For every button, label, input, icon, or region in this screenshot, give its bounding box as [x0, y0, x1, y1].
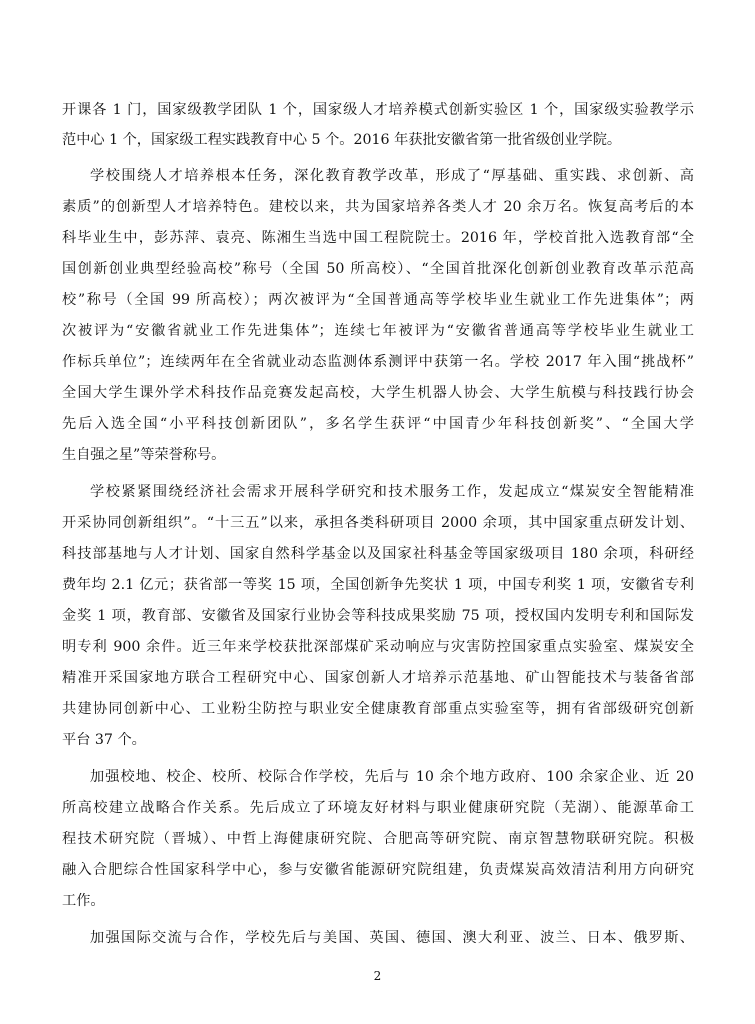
paragraph-line: 程技术研究院（晋城）、中哲上海健康研究院、合肥高等研究院、南京智慧物联研究院。积极: [62, 831, 694, 847]
paragraph-line: 范中心 1 个，国家级工程实践教育中心 5 个。2016 年获批安徽省第一批省级创业学院。: [62, 132, 622, 148]
paragraph-line: 次被评为“安徽省就业工作先进集体”；连续七年被评为“安徽省普通高等学校毕业生就业工: [62, 323, 694, 339]
paragraph-line: 金奖 1 项，教育部、安徽省及国家行业协会等科技成果奖励 75 项，授权国内发明专利和国际发: [62, 608, 694, 624]
paragraph-line: 生自强之星”等荣誉称号。: [62, 447, 226, 463]
paragraph-line: 科技部基地与人才计划、国家自然科学基金以及国家社科基金等国家级项目 180 余项，科研经: [62, 546, 694, 562]
paragraph-line: 作标兵单位”；连续两年在全省就业动态监测体系测评中获第一名。学校 2017 年入围“挑战杯”: [62, 354, 694, 370]
paragraph-line: 科毕业生中，彭苏萍、袁亮、陈湘生当选中国工程院院士。2016 年，学校首批入选教育部“全: [62, 230, 694, 246]
paragraph-line: 平台 37 个。: [62, 732, 146, 748]
paragraph-line: 加强校地、校企、校所、校际合作学校，先后与 10 余个地方政府、100 余家企业、近 20: [90, 769, 694, 785]
paragraph-line: 工作。: [62, 893, 105, 909]
paragraph-line: 费年均 2.1 亿元；获省部一等奖 15 项，全国创新争先奖状 1 项，中国专利奖 1 项，安徽省专利: [62, 577, 694, 593]
paragraph-line: 学校紧紧围绕经济社会需求开展科学研究和技术服务工作，发起成立“煤炭安全智能精准: [90, 484, 694, 500]
page-number: 2: [373, 969, 382, 983]
paragraph-line: 学校围绕人才培养根本任务，深化教育教学改革，形成了“厚基础、重实践、求创新、高: [90, 168, 694, 184]
paragraph-line: 校”称号（全国 99 所高校）；两次被评为“全国普通高等学校毕业生就业工作先进集体”；两: [62, 292, 694, 308]
paragraph-line: 全国大学生课外学术科技作品竞赛发起高校，大学生机器人协会、大学生航模与科技践行协会: [62, 385, 694, 401]
paragraph-line: 共建协同创新中心、工业粉尘防控与职业安全健康教育部重点实验室等，拥有省部级研究创新: [62, 701, 694, 717]
paragraph-line: 素质”的创新型人才培养特色。建校以来，共为国家培养各类人才 20 余万名。恢复高考后的本: [62, 199, 694, 215]
paragraph-line: 先后入选全国“小平科技创新团队”，多名学生获评“中国青少年科技创新奖”、“全国大学: [62, 416, 694, 432]
paragraph-line: 所高校建立战略合作关系。先后成立了环境友好材料与职业健康研究院（芜湖）、能源革命工: [62, 800, 694, 816]
paragraph-line: 明专利 900 余件。近三年来学校获批深部煤矿采动响应与灾害防控国家重点实验室、煤炭安全: [62, 639, 694, 655]
paragraph-line: 加强国际交流与合作，学校先后与美国、英国、德国、澳大利亚、波兰、日本、俄罗斯、: [90, 930, 694, 946]
paragraph-line: 精准开采国家地方联合工程研究中心、国家创新人才培养示范基地、矿山智能技术与装备省部: [62, 670, 694, 686]
paragraph-line: 开采协同创新组织”。“十三五”以来，承担各类科研项目 2000 余项，其中国家重点研发计划、: [62, 515, 694, 531]
paragraph-line: 国创新创业典型经验高校”称号（全国 50 所高校）、“全国首批深化创新创业教育改革示范高: [62, 261, 694, 277]
paragraph-line: 开课各 1 门，国家级教学团队 1 个，国家级人才培养模式创新实验区 1 个，国家级实验教学示: [62, 102, 694, 118]
paragraph-line: 融入合肥综合性国家科学中心，参与安徽省能源研究院组建，负责煤炭高效清洁利用方向研究: [62, 862, 694, 878]
